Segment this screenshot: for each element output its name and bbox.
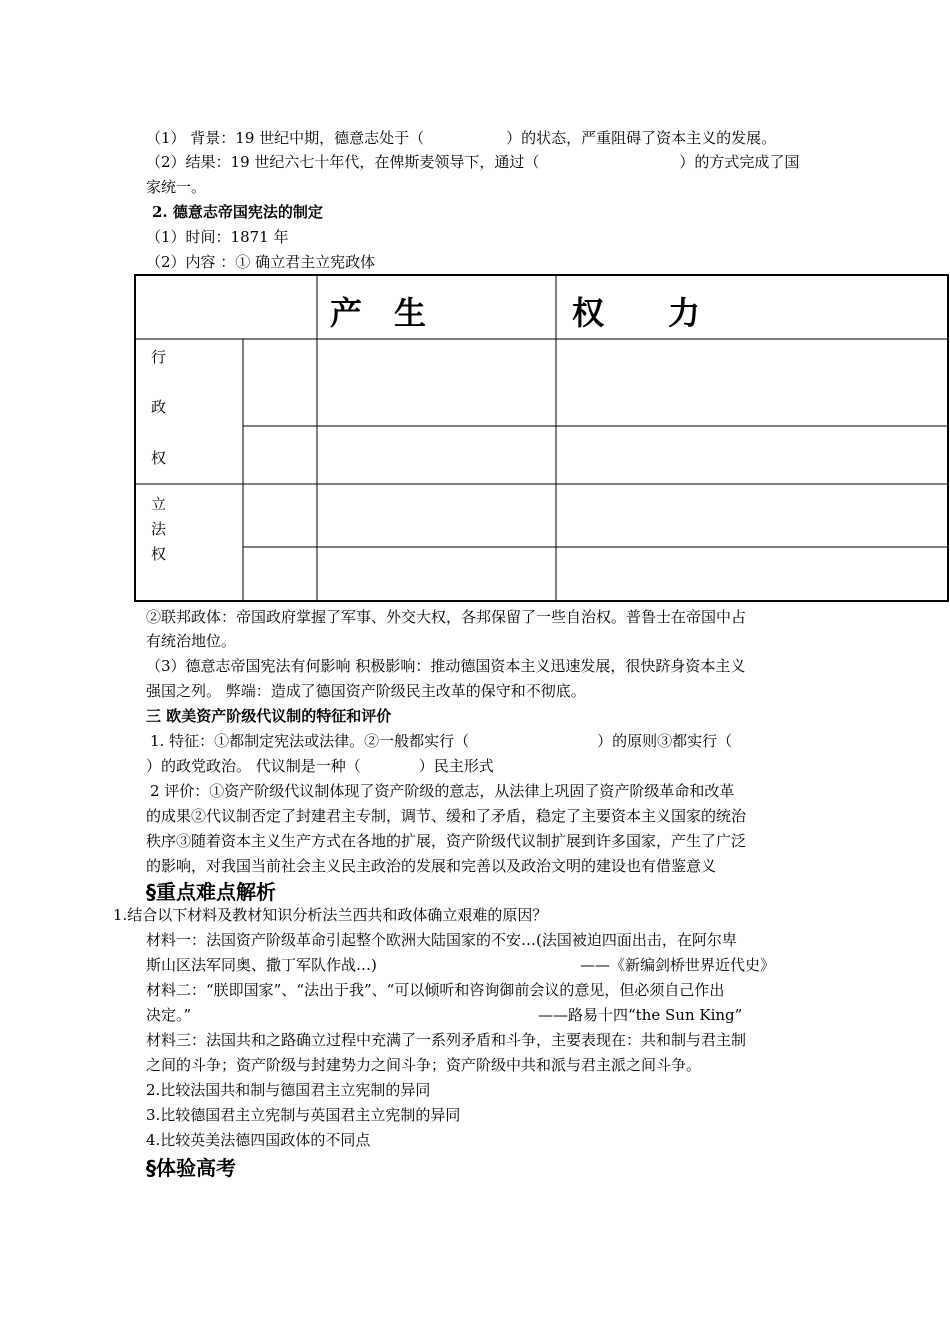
federal-line-cont: 有统治地位。	[146, 632, 237, 650]
evaluation-line-1: 2 评价：①资产阶级代议制体现了资产阶级的意志，从法律上巩固了资产阶级革命和改革	[150, 782, 735, 800]
question-3: 3.比较德国君主立宪制与英国君主立宪制的异同	[146, 1106, 461, 1124]
representative-heading: 三 欧美资产阶级代议制的特征和评价	[146, 707, 392, 725]
material-3-line-2: 之间的斗争；资产阶级与封建势力之间斗争；资产阶级中共和派与君主派之间斗争。	[146, 1056, 702, 1074]
row-label-exec-2: 政	[151, 398, 167, 416]
features-line-cont: ）的政党政治。 代议制是一种（ ）民主形式	[146, 757, 494, 775]
column-header-origin: 产 生	[330, 294, 427, 332]
material-1-source: ——《新编剑桥世界近代史》	[580, 956, 776, 974]
constitution-heading: 2. 德意志帝国宪法的制定	[152, 203, 323, 221]
influence-line-cont: 强国之列。 弊端：造成了德国资产阶级民主改革的保守和不彻底。	[146, 682, 586, 700]
federal-line: ②联邦政体：帝国政府掌握了军事、外交大权，各邦保留了一些自治权。普鲁士在帝国中占	[146, 608, 747, 626]
row-label-exec-1: 行	[151, 348, 167, 366]
column-header-power: 权 力	[572, 294, 701, 332]
material-1-line-1: 材料一：法国资产阶级革命引起整个欧洲大陆国家的不安…(法国被迫四面出击，在阿尔卑	[146, 931, 737, 949]
material-1-line-2: 斯山区法军同奥、撒丁军队作战…)	[146, 956, 377, 974]
time-line: （1）时间：1871 年	[146, 228, 289, 246]
result-line: （2）结果：19 世纪六七十年代，在俾斯麦领导下，通过（ ）的方式完成了国	[146, 153, 800, 171]
row-label-leg-1: 立	[151, 495, 167, 513]
question-4: 4.比较英美法德四国政体的不同点	[146, 1131, 371, 1149]
material-2-source: ——路易十四“the Sun King”	[538, 1006, 743, 1024]
question-1: 1.结合以下材料及教材知识分析法兰西共和政体确立艰难的原因？	[113, 906, 548, 924]
result-line-cont: 家统一。	[146, 178, 207, 196]
exam-experience-heading: §体验高考	[146, 1156, 236, 1180]
row-label-leg-2: 法	[151, 520, 167, 538]
question-2: 2.比较法国共和制与德国君主立宪制的异同	[146, 1081, 431, 1099]
background-line: （1） 背景：19 世纪中期，德意志处于（ ）的状态，严重阻碍了资本主义的发展。	[146, 129, 777, 147]
influence-line: （3）德意志帝国宪法有何影响 积极影响：推动德国资本主义迅速发展，很快跻身资本主义	[146, 657, 746, 675]
evaluation-line-2: 的成果②代议制否定了封建君主专制，调节、缓和了矛盾，稳定了主要资本主义国家的统治	[146, 807, 747, 825]
content-line: （2）内容 ：① 确立君主立宪政体	[146, 253, 376, 271]
material-3-line-1: 材料三：法国共和之路确立过程中充满了一系列矛盾和斗争，主要表现在：共和制与君主制	[146, 1031, 747, 1049]
evaluation-line-4: 的影响，对我国当前社会主义民主政治的发展和完善以及政治文明的建设也有借鉴意义	[146, 857, 717, 875]
evaluation-line-3: 秩序③随着资本主义生产方式在各地的扩展，资产阶级代议制扩展到许多国家，产生了广泛	[146, 832, 747, 850]
table-border	[135, 275, 948, 601]
row-label-leg-3: 权	[151, 545, 167, 563]
row-label-exec-3: 权	[151, 449, 167, 467]
key-points-heading: §重点难点解析	[146, 880, 276, 904]
material-2-line-1: 材料二：“朕即国家”、“法出于我”、“可以倾听和咨询御前会议的意见，但必须自己作出	[146, 981, 725, 999]
material-2-line-2: 决定。”	[146, 1006, 192, 1024]
features-line: 1. 特征：①都制定宪法或法律。②一般都实行（ ）的原则③都实行（	[150, 732, 733, 750]
